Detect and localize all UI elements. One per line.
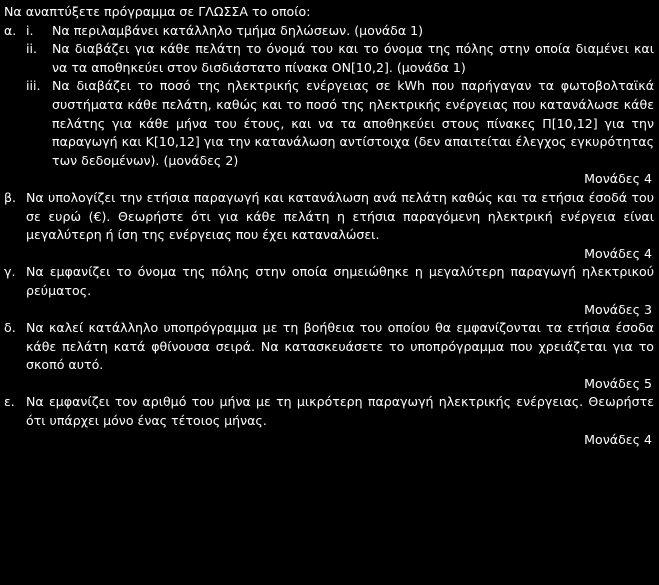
part-d-points: Μονάδες 5 (584, 375, 652, 391)
sub-text: Να διαβάζει το ποσό της ηλεκτρικής ενέργειας σε kWh που παρήγαγαν τα φωτοβολταϊκά συστήματα κάθε πελάτη, καθώς και το ποσό της ηλεκτρικής ενέργειας που κατανάλωσε κάθε πελάτης για κάθε μήνα του έτους, και να τα αποθηκεύει στους πίνακες Π[10,12] για την παραγωγή και Κ[10,12] για την κατανάλωση αντίστοιχα (δεν απαιτείται έλεγχος εγκυρότητας των δεδομένων). (μονάδες 2) (52, 78, 654, 168)
part-c (4, 263, 654, 300)
part-c-text: Να εμφανίζει το όνομα της πόλης στην οποία σημειώθηκε η μεγαλύτερη παραγωγή ηλεκτρικού ρεύματος. (26, 264, 654, 298)
part-e-text: Να εμφανίζει τον αριθμό του μήνα με τη μικρότερη παραγωγή ηλεκτρικής ενέργειας. Θεωρήστε ότι υπάρχει μόνο ένας τέτοιος μήνας. (26, 394, 654, 429)
part-e-marker: ε. (4, 394, 15, 410)
part-e-points: Μονάδες 4 (584, 431, 652, 447)
part-a-sub-i (26, 22, 654, 41)
exam-question (4, 3, 654, 449)
part-b-points: Μονάδες 4 (584, 245, 652, 261)
part-c-points: Μονάδες 3 (584, 301, 652, 317)
part-e (4, 393, 654, 430)
sub-marker: i. (26, 22, 34, 38)
part-a-marker: α. (4, 22, 17, 38)
part-b-marker: β. (4, 189, 17, 205)
part-a-sub-iii (26, 77, 654, 170)
question-intro: Να αναπτύξετε πρόγραμμα σε ΓΛΩΣΣΑ το οποίο: (4, 4, 311, 19)
part-d-text: Να καλεί κατάλληλο υποπρόγραμμα με τη βοήθεια του οποίου θα εμφανίζονται τα ετήσια έσοδα κάθε πελάτη κατά φθίνουσα σειρά. Να κατασκευάσετε το υποπρόγραμμα που χρειάζεται για το σκοπό αυτό. (26, 320, 654, 373)
part-a-subitems (26, 22, 654, 171)
part-b-text: Να υπολογίζει την ετήσια παραγωγή και κατανάλωση ανά πελάτη καθώς και τα ετήσια έσοδά του σε ευρώ (€). Θεωρήστε ότι για κάθε πελάτη η ετήσια παραγόμενη ηλεκτρική ενέργεια είναι μεγαλύτερη ή ίση της ενέργειας που έχει καταναλώσει. (26, 189, 654, 243)
sub-marker: iii. (26, 78, 41, 94)
part-d-marker: δ. (4, 320, 16, 336)
part-b (4, 189, 654, 245)
part-a (4, 22, 654, 171)
part-c-marker: γ. (4, 264, 16, 280)
sub-text: Να περιλαμβάνει κατάλληλο τμήμα δηλώσεων. (μονάδα 1) (52, 22, 424, 38)
part-d (4, 319, 654, 375)
part-a-points: Μονάδες 4 (584, 171, 652, 187)
part-a-sub-ii (26, 40, 654, 77)
sub-marker: ii. (26, 41, 38, 57)
sub-text: Να διαβάζει για κάθε πελάτη το όνομά του και το όνομα της πόλης στην οποία διαμένει και να τα αποθηκεύει στον δισδιάστατο πίνακα ΟΝ[10,2]. (μονάδα 1) (52, 41, 654, 75)
